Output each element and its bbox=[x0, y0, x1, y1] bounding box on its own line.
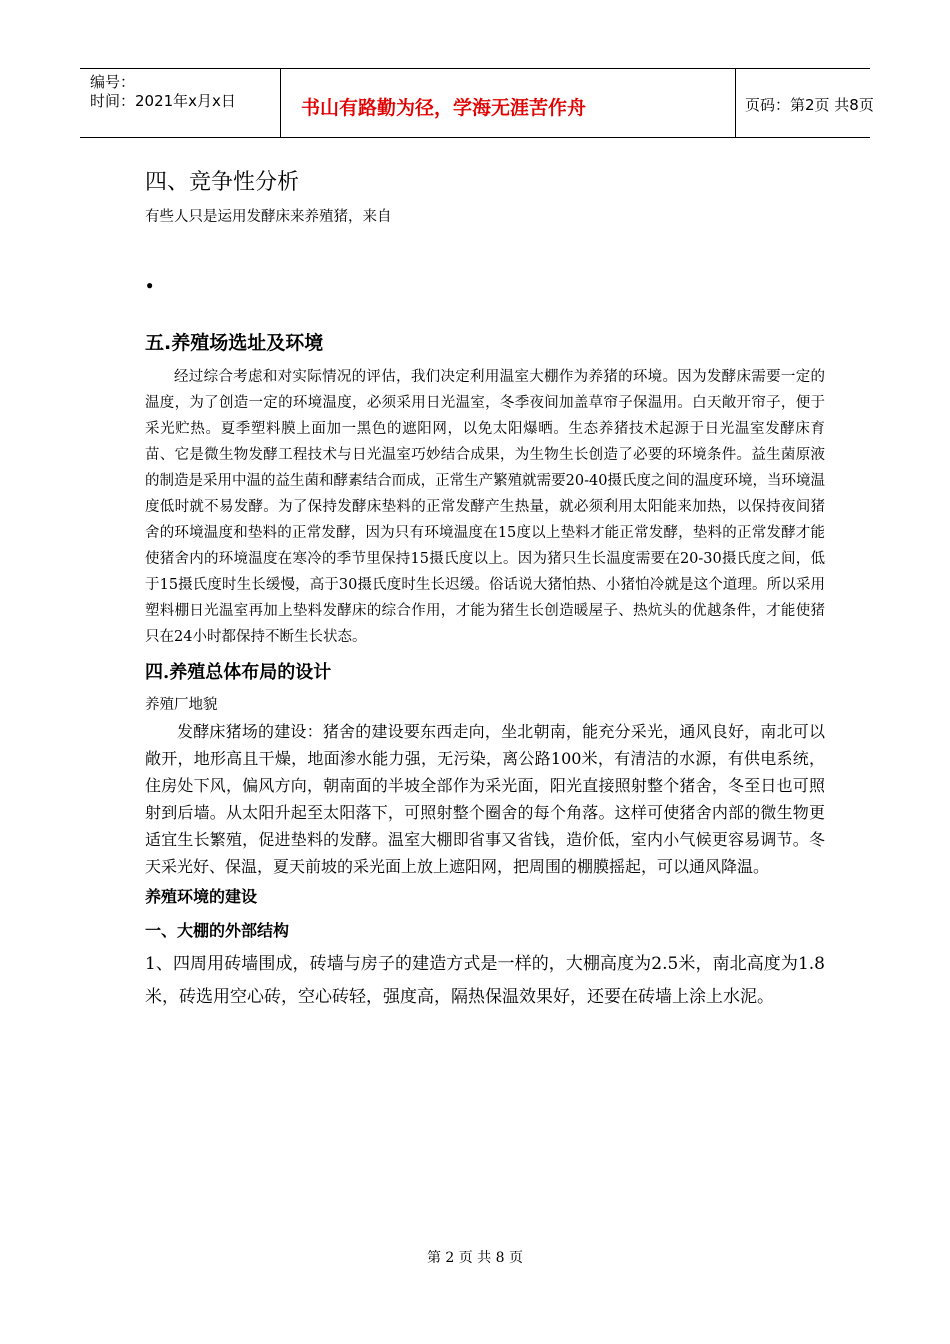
header-page-cell bbox=[735, 69, 874, 137]
layout-subtitle: 养殖厂地貌 bbox=[145, 697, 218, 713]
section-title-environment: 养殖环境的建设 bbox=[145, 887, 258, 906]
section-title-competition: 四、竞争性分析 bbox=[145, 170, 300, 195]
page-number-label: 页码：第2页 共8页 bbox=[745, 96, 874, 114]
site-paragraph: 经过综合考虑和对实际情况的评估，我们决定利用温室大棚作为养猪的环境。因为发酵床需要一定的温度，为了创造一定的环境温度，必须采用日光温室，冬季夜间加盖草帘子保温用。白天敞开帘子，便于采光贮热。夏季塑料膜上面加一黑色的遮阳网，以免太阳爆晒。生态养猪技术起源于日光温室发酵床育苗、它是微生物发酵工程技术与日光温室巧妙结合成果，为生物生长创造了必要的环境条件。益生菌原液的制造是采用中温的益生菌和酵素结合而成，正常生产繁殖就需要20-40摄氏度之间的温度环境，当环境温度低时就不易发酵。为了保持发酵床垫料的正常发酵产生热量，就必须利用太阳能来加热，以保持夜间猪舍的环境温度和垫料的正常发酵，因为只有环境温度在15度以上垫料才能正常发酵，垫料的正常发酵才能使猪舍内的环境温度在寒冷的季节里保持15摄氏度以上。因为猪只生长温度需要在20-30摄氏度之间，低于15摄氏度时生长缓慢，高于30摄氏度时生长迟缓。俗话说大猪怕热、小猪怕冷就是这个道理。所以采用塑料棚日光温室再加上垫料发酵床的综合作用，才能为猪生长创造暖屋子、热炕头的优越条件，才能使猪只在24小时都保持不断生长状态。 bbox=[145, 369, 825, 645]
competition-text: 有些人只是运用发酵床来养殖猪，来自 bbox=[145, 209, 392, 225]
section-title-exterior: 一、大棚的外部结构 bbox=[145, 921, 290, 940]
page-header bbox=[80, 68, 874, 138]
section-title-site: 五.养殖场选址及环境 bbox=[145, 332, 324, 354]
page-footer: 第 2 页 共 8 页 bbox=[426, 1250, 524, 1266]
header-motto-cell bbox=[280, 69, 736, 137]
motto-text: 书山有路勤为径，学海无涯苦作舟 bbox=[301, 97, 587, 119]
section-title-layout: 四.养殖总体布局的设计 bbox=[145, 662, 332, 683]
number-label: 编号： bbox=[90, 73, 136, 91]
exterior-paragraph: 1、四周用砖墙围成，砖墙与房子的建造方式是一样的，大棚高度为2.5米，南北高度为1.8米，砖选用空心砖，空心砖轻，强度高，隔热保温效果好，还要在砖墙上涂上水泥。 bbox=[145, 954, 825, 1007]
layout-paragraph: 发酵床猪场的建设：猪舍的建设要东西走向，坐北朝南，能充分采光，通风良好，南北可以敞开，地形高且干燥，地面渗水能力强，无污染，离公路100米，有清洁的水源，有供电系统，住房处下风，偏风方向，朝南面的半坡全部作为采光面，阳光直接照射整个猪舍，冬至日也可照射到后墙。从太阳升起至太阳落下，可照射整个圈舍的每个角落。这样可使猪舍内部的微生物更适宜生长繁殖，促进垫料的发酵。温室大棚即省事又省钱，造价低，室内小气候更容易调节。冬天采光好、保温，夏天前坡的采光面上放上遮阳网，把周围的棚膜摇起，可以通风降温。 bbox=[145, 722, 825, 876]
bullet-mark: • bbox=[145, 278, 155, 295]
header-info-cell bbox=[80, 69, 280, 137]
time-label: 时间：2021年x月x日 bbox=[90, 92, 236, 110]
document-body bbox=[145, 168, 825, 1014]
